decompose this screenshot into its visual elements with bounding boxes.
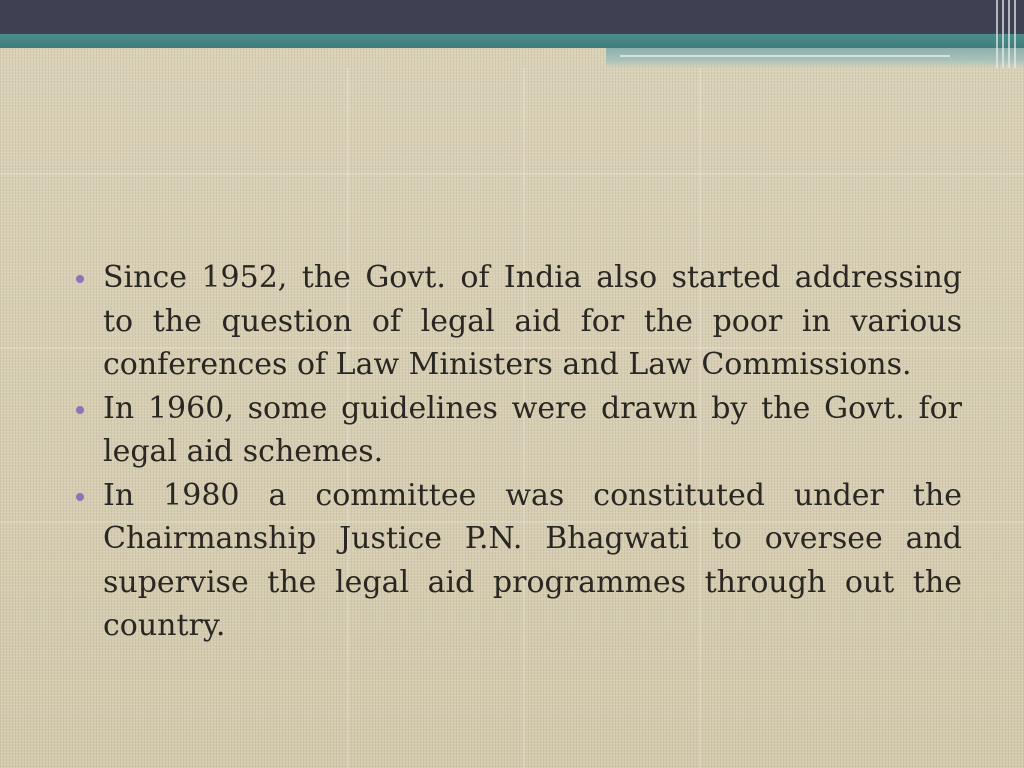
header-accent-line [620,55,950,57]
bullet-text: In 1960, some guidelines were drawn by the Govt. for legal aid schemes. [103,390,962,469]
header-accent-shadow [606,48,1024,68]
bullet-list [72,256,962,648]
bullet-text: In 1980 a committee was constituted under the Chairmanship Justice P.N. Bhagwati to oversee and supervise the legal aid programmes through out the country. [103,477,962,643]
header-bar [0,0,1024,34]
bullet-item [72,474,962,648]
header-stripes [994,0,1024,68]
slide-body [72,256,962,648]
header-accent-band [0,34,1024,48]
bullet-item [72,256,962,387]
bullet-item [72,387,962,474]
bullet-icon [76,275,84,283]
bullet-text: Since 1952, the Govt. of India also started addressing to the question of legal aid for the poor in various conferences of Law Ministers and Law Commissions. [103,260,962,382]
bullet-icon [76,493,84,501]
bullet-icon [76,406,84,414]
